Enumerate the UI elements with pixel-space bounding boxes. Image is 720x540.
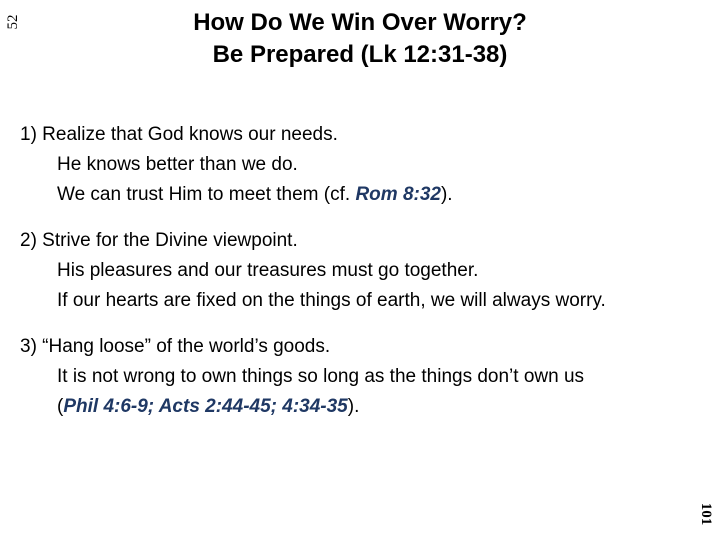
point-1 (20, 120, 710, 210)
point-2 (20, 226, 710, 316)
point-2-heading: 2) Strive for the Divine viewpoint. (20, 230, 298, 251)
title-line-1: How Do We Win Over Worry? (193, 9, 527, 36)
point-1-heading: 1) Realize that God knows our needs. (20, 124, 338, 145)
point-3-heading: 3) “Hang loose” of the world’s goods. (20, 336, 331, 357)
point-1-line-2-end: ). (440, 184, 453, 205)
point-2-line-1: His pleasures and our treasures must go together. (57, 260, 479, 281)
slide-title (100, 7, 620, 71)
point-1-line-1: He knows better than we do. (57, 154, 298, 175)
point-2-line-2: If our hearts are fixed on the things of earth, we will always worry. (57, 290, 606, 311)
points-list (20, 120, 710, 438)
point-3-line-1: It is not wrong to own things so long as the things don’t own us (57, 366, 585, 387)
point-1-line-2 (20, 180, 710, 210)
point-3 (20, 332, 710, 422)
point-3-line-2-end: ). (347, 396, 360, 417)
point-3-line-2 (20, 392, 710, 422)
page-number-left: 52 (5, 14, 21, 30)
point-1-line-2-text: We can trust Him to meet them (cf. (57, 184, 356, 205)
scripture-reference-phil-acts: Phil 4:6-9; Acts 2:44-45; 4:34-35 (63, 396, 348, 417)
title-line-2: Be Prepared (Lk 12:31-38) (212, 41, 508, 68)
point-3-line-2-start: ( (57, 396, 64, 417)
page-number-right: 101 (698, 502, 714, 526)
scripture-reference-rom: Rom 8:32 (355, 184, 441, 205)
